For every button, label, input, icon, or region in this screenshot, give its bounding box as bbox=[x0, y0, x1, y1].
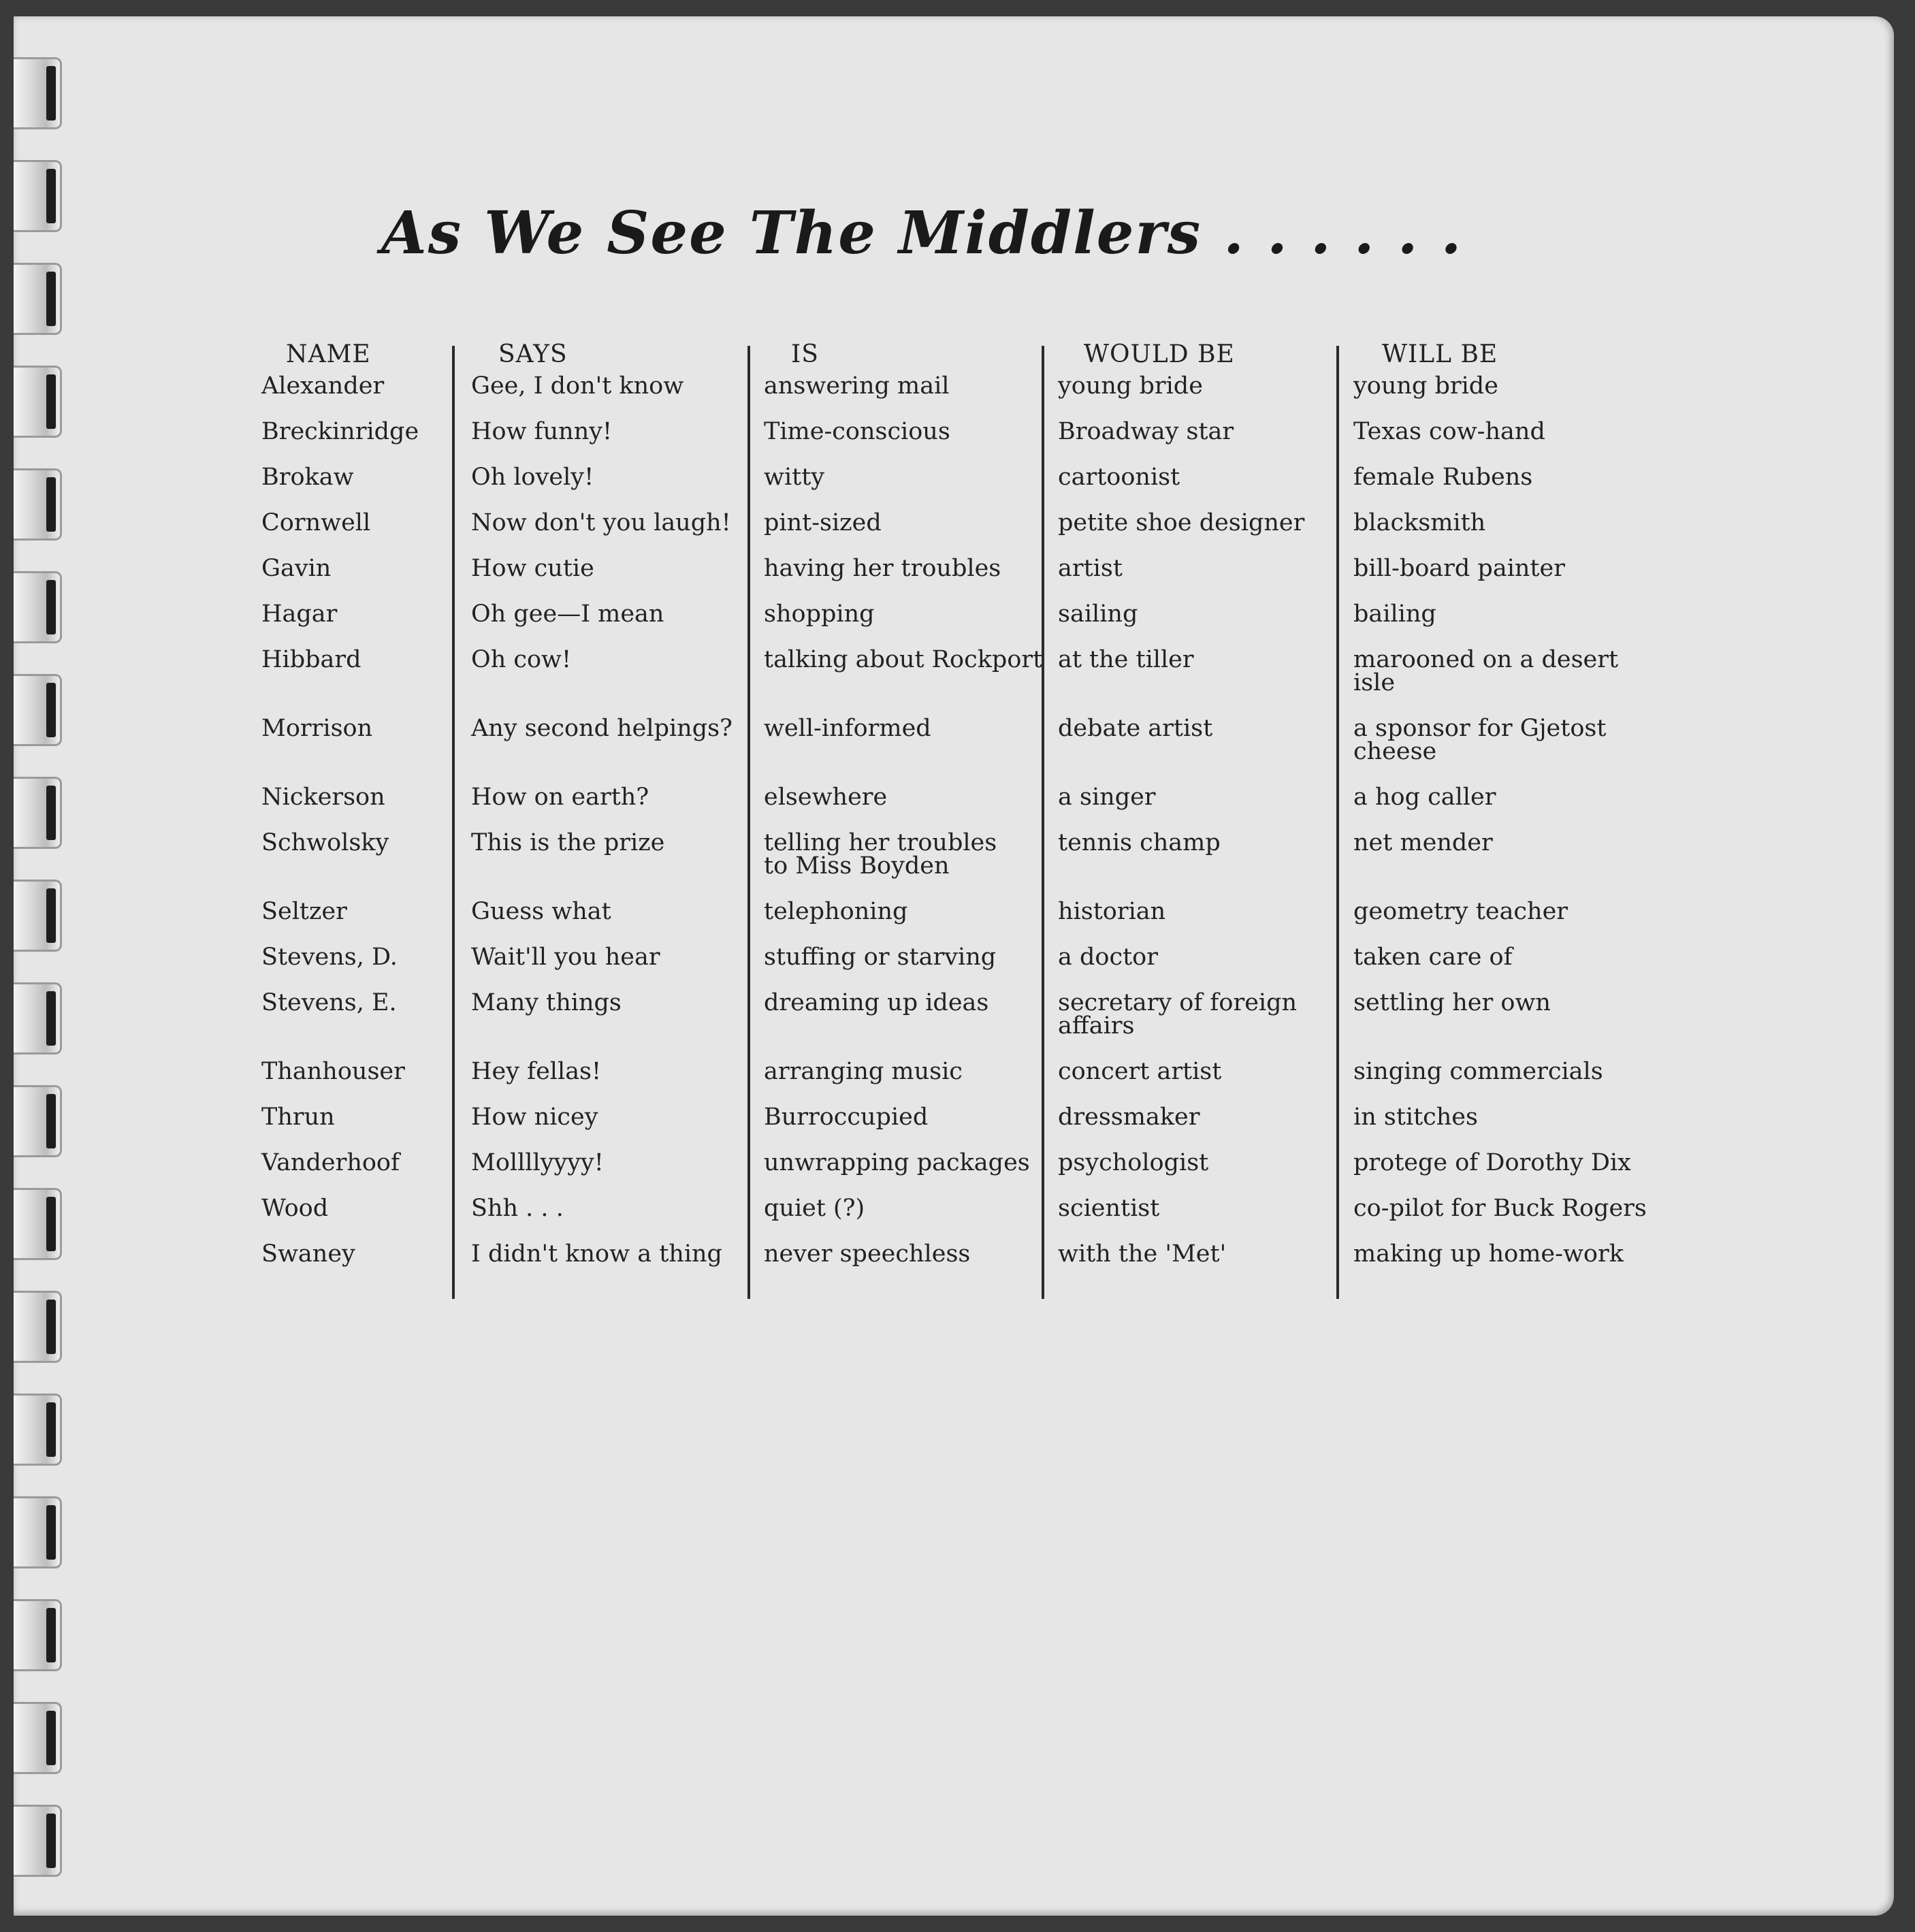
cell-text: young bride bbox=[1058, 372, 1203, 400]
binding-ring bbox=[14, 1188, 62, 1260]
cell-text: making up home-work bbox=[1353, 1240, 1624, 1268]
binding-ring bbox=[14, 571, 62, 643]
cell-text: Schwolsky bbox=[261, 829, 389, 856]
cell-would-be bbox=[1058, 900, 1165, 923]
cell-would-be bbox=[1058, 602, 1138, 626]
cell-would-be bbox=[1058, 989, 1298, 1040]
cell-text: dreaming up ideas bbox=[764, 989, 989, 1016]
cell-would-be bbox=[1058, 831, 1221, 854]
binding-ring bbox=[14, 982, 62, 1054]
cell-text: historian bbox=[1058, 898, 1166, 925]
cell-name bbox=[261, 717, 372, 740]
cell-says bbox=[471, 374, 683, 398]
cell-will-be bbox=[1353, 420, 1545, 443]
cell-would-be bbox=[1058, 946, 1158, 969]
cell-says bbox=[471, 900, 611, 923]
cell-text: a hog caller bbox=[1353, 784, 1496, 811]
cell-text: a sponsor for Gjetost bbox=[1353, 715, 1607, 742]
binding-ring bbox=[14, 1291, 62, 1363]
cell-text: Morrison bbox=[261, 715, 373, 742]
cell-text: bailing bbox=[1353, 600, 1436, 628]
cell-would-be bbox=[1058, 1197, 1159, 1220]
cell-says bbox=[471, 1242, 722, 1266]
cell-text: Stevens, D. bbox=[261, 944, 398, 971]
cell-text: psychologist bbox=[1058, 1149, 1209, 1176]
cell-text: a doctor bbox=[1058, 944, 1158, 971]
cell-text: Oh lovely! bbox=[471, 464, 594, 491]
binding-ring bbox=[14, 263, 62, 335]
cell-is bbox=[764, 1242, 970, 1266]
cell-will-be bbox=[1353, 557, 1565, 580]
cell-says bbox=[471, 420, 612, 443]
cell-text-continued: affairs bbox=[1058, 1012, 1135, 1040]
cell-name bbox=[261, 511, 370, 534]
cell-text: dressmaker bbox=[1058, 1104, 1200, 1131]
cell-is bbox=[764, 717, 931, 740]
cell-says bbox=[471, 602, 664, 626]
cell-would-be bbox=[1058, 648, 1194, 671]
cell-says bbox=[471, 1106, 598, 1129]
binding-ring bbox=[14, 777, 62, 849]
cell-text: never speechless bbox=[764, 1240, 971, 1268]
cell-would-be bbox=[1058, 786, 1156, 809]
cell-says bbox=[471, 991, 622, 1014]
cell-text: tennis champ bbox=[1058, 829, 1221, 856]
cell-will-be bbox=[1353, 374, 1498, 398]
cell-will-be bbox=[1353, 1106, 1478, 1129]
cell-text: well-informed bbox=[764, 715, 931, 742]
cell-is bbox=[764, 374, 949, 398]
cell-text: Burroccupied bbox=[764, 1104, 929, 1131]
spiral-binding bbox=[14, 44, 68, 1922]
cell-text: singing commercials bbox=[1353, 1058, 1603, 1085]
cell-would-be bbox=[1058, 1242, 1226, 1266]
cell-name bbox=[261, 1242, 355, 1266]
cell-will-be bbox=[1353, 1242, 1624, 1266]
cell-text: Vanderhoof bbox=[261, 1149, 400, 1176]
cell-says bbox=[471, 511, 731, 534]
cell-text: How funny! bbox=[471, 418, 613, 445]
cell-name bbox=[261, 1106, 335, 1129]
cell-says bbox=[471, 786, 649, 809]
cell-is bbox=[764, 946, 996, 969]
cell-is bbox=[764, 1060, 963, 1083]
binding-ring bbox=[14, 468, 62, 541]
cell-name bbox=[261, 1151, 400, 1174]
cell-text: Broadway star bbox=[1058, 418, 1234, 445]
cell-text: artist bbox=[1058, 555, 1123, 582]
cell-name bbox=[261, 946, 398, 969]
cell-text: talking about Rockport bbox=[764, 646, 1043, 673]
cell-will-be bbox=[1353, 602, 1436, 626]
cell-name bbox=[261, 648, 361, 671]
header-is: IS bbox=[791, 340, 819, 368]
cell-text: Texas cow-hand bbox=[1353, 418, 1545, 445]
column-divider bbox=[1336, 346, 1339, 1299]
cell-text: How on earth? bbox=[471, 784, 649, 811]
cell-text: marooned on a desert bbox=[1353, 646, 1619, 673]
cell-text: Hagar bbox=[261, 600, 338, 628]
cell-says bbox=[471, 1197, 564, 1220]
cell-text: net mender bbox=[1353, 829, 1493, 856]
cell-will-be bbox=[1353, 648, 1618, 694]
cell-will-be bbox=[1353, 946, 1513, 969]
cell-text: Time-conscious bbox=[764, 418, 950, 445]
cell-text: stuffing or starving bbox=[764, 944, 997, 971]
cell-text: telephoning bbox=[764, 898, 908, 925]
cell-text: Brokaw bbox=[261, 464, 354, 491]
cell-text: female Rubens bbox=[1353, 464, 1533, 491]
cell-text: Cornwell bbox=[261, 509, 371, 536]
cell-would-be bbox=[1058, 1106, 1200, 1129]
cell-name bbox=[261, 831, 389, 854]
cell-text: with the 'Met' bbox=[1058, 1240, 1227, 1268]
cell-text: scientist bbox=[1058, 1195, 1160, 1222]
cell-text: unwrapping packages bbox=[764, 1149, 1030, 1176]
cell-says bbox=[471, 648, 571, 671]
binding-ring bbox=[14, 160, 62, 232]
cell-text: Mollllyyyy! bbox=[471, 1149, 604, 1176]
cell-says bbox=[471, 1060, 601, 1083]
cell-text: arranging music bbox=[764, 1058, 963, 1085]
cell-will-be bbox=[1353, 466, 1532, 489]
cell-text: How nicey bbox=[471, 1104, 598, 1131]
cell-text: taken care of bbox=[1353, 944, 1513, 971]
cell-text: Gee, I don't know bbox=[471, 372, 684, 400]
cell-name bbox=[261, 557, 331, 580]
cell-text: Hey fellas! bbox=[471, 1058, 602, 1085]
cell-will-be bbox=[1353, 786, 1496, 809]
cell-text-continued: isle bbox=[1353, 669, 1396, 696]
binding-ring bbox=[14, 1496, 62, 1568]
binding-ring bbox=[14, 674, 62, 746]
cell-will-be bbox=[1353, 900, 1568, 923]
cell-is bbox=[764, 648, 1042, 671]
binding-ring bbox=[14, 1702, 62, 1774]
cell-text: This is the prize bbox=[471, 829, 665, 856]
cell-text: cartoonist bbox=[1058, 464, 1180, 491]
cell-text: pint-sized bbox=[764, 509, 882, 536]
binding-ring bbox=[14, 1085, 62, 1157]
binding-ring bbox=[14, 57, 62, 129]
cell-says bbox=[471, 466, 594, 489]
binding-ring bbox=[14, 366, 62, 438]
cell-text: protege of Dorothy Dix bbox=[1353, 1149, 1631, 1176]
cell-name bbox=[261, 374, 384, 398]
column-divider bbox=[747, 346, 750, 1299]
cell-text: petite shoe designer bbox=[1058, 509, 1305, 536]
cell-text-continued: cheese bbox=[1353, 738, 1437, 765]
cell-name bbox=[261, 1197, 328, 1220]
header-name: NAME bbox=[286, 340, 371, 368]
header-will-be: WILL BE bbox=[1382, 340, 1498, 368]
cell-name bbox=[261, 466, 354, 489]
cell-text: blacksmith bbox=[1353, 509, 1486, 536]
cell-text: Thanhouser bbox=[261, 1058, 405, 1085]
cell-text: at the tiller bbox=[1058, 646, 1194, 673]
cell-will-be bbox=[1353, 717, 1606, 763]
cell-text: Wood bbox=[261, 1195, 329, 1222]
cell-text: Guess what bbox=[471, 898, 611, 925]
cell-text: Alexander bbox=[261, 372, 385, 400]
cell-is bbox=[764, 900, 907, 923]
column-divider bbox=[1042, 346, 1044, 1299]
cell-text: concert artist bbox=[1058, 1058, 1222, 1085]
cell-text: Breckinridge bbox=[261, 418, 419, 445]
cell-text: young bride bbox=[1353, 372, 1498, 400]
cell-text: in stitches bbox=[1353, 1104, 1478, 1131]
cell-would-be bbox=[1058, 466, 1180, 489]
cell-would-be bbox=[1058, 1151, 1208, 1174]
cell-says bbox=[471, 557, 594, 580]
cell-says bbox=[471, 717, 733, 740]
cell-would-be bbox=[1058, 511, 1304, 534]
cell-is bbox=[764, 991, 988, 1014]
cell-text: co-pilot for Buck Rogers bbox=[1353, 1195, 1647, 1222]
cell-text: a singer bbox=[1058, 784, 1156, 811]
cell-text: quiet (?) bbox=[764, 1195, 865, 1222]
cell-will-be bbox=[1353, 1060, 1603, 1083]
header-would-be: WOULD BE bbox=[1084, 340, 1235, 368]
yearbook-page bbox=[14, 16, 1894, 1916]
cell-is bbox=[764, 511, 882, 534]
cell-would-be bbox=[1058, 374, 1203, 398]
cell-is bbox=[764, 1197, 865, 1220]
cell-says bbox=[471, 946, 660, 969]
cell-says bbox=[471, 831, 664, 854]
cell-text: debate artist bbox=[1058, 715, 1213, 742]
column-divider bbox=[452, 346, 455, 1299]
cell-will-be bbox=[1353, 1151, 1631, 1174]
cell-is bbox=[764, 466, 824, 489]
cell-text: telling her troubles bbox=[764, 829, 997, 856]
cell-text: witty bbox=[764, 464, 825, 491]
cell-is bbox=[764, 557, 1001, 580]
cell-text: having her troubles bbox=[764, 555, 1001, 582]
cell-is bbox=[764, 786, 887, 809]
cell-will-be bbox=[1353, 1197, 1647, 1220]
cell-text: Swaney bbox=[261, 1240, 355, 1268]
binding-ring bbox=[14, 880, 62, 952]
cell-name bbox=[261, 900, 347, 923]
cell-text: Gavin bbox=[261, 555, 332, 582]
cell-text: Nickerson bbox=[261, 784, 385, 811]
cell-text: Seltzer bbox=[261, 898, 347, 925]
cell-text: Shh . . . bbox=[471, 1195, 564, 1222]
cell-will-be bbox=[1353, 511, 1485, 534]
cell-text: geometry teacher bbox=[1353, 898, 1568, 925]
binding-ring bbox=[14, 1394, 62, 1466]
binding-ring bbox=[14, 1805, 62, 1877]
cell-is bbox=[764, 831, 997, 878]
cell-name bbox=[261, 602, 337, 626]
cell-text: Hibbard bbox=[261, 646, 361, 673]
cell-text: Thrun bbox=[261, 1104, 335, 1131]
cell-text-continued: to Miss Boyden bbox=[764, 852, 950, 880]
cell-text: elsewhere bbox=[764, 784, 888, 811]
cell-text: bill-board painter bbox=[1353, 555, 1565, 582]
cell-would-be bbox=[1058, 717, 1212, 740]
page-title: As We See The Middlers . . . . . . bbox=[381, 199, 1463, 268]
cell-name bbox=[261, 1060, 405, 1083]
cell-is bbox=[764, 1106, 928, 1129]
cell-is bbox=[764, 420, 950, 443]
cell-name bbox=[261, 786, 385, 809]
cell-text: settling her own bbox=[1353, 989, 1551, 1016]
cell-is bbox=[764, 602, 875, 626]
cell-is bbox=[764, 1151, 1030, 1174]
cell-will-be bbox=[1353, 991, 1551, 1014]
cell-would-be bbox=[1058, 557, 1123, 580]
cell-will-be bbox=[1353, 831, 1493, 854]
cell-name bbox=[261, 420, 419, 443]
header-says: SAYS bbox=[498, 340, 568, 368]
cell-text: Stevens, E. bbox=[261, 989, 397, 1016]
cell-text: answering mail bbox=[764, 372, 950, 400]
cell-text: I didn't know a thing bbox=[471, 1240, 722, 1268]
cell-text: Now don't you laugh! bbox=[471, 509, 731, 536]
cell-text: Oh gee—I mean bbox=[471, 600, 664, 628]
cell-says bbox=[471, 1151, 604, 1174]
cell-text: Oh cow! bbox=[471, 646, 572, 673]
cell-text: shopping bbox=[764, 600, 875, 628]
cell-text: Wait'll you hear bbox=[471, 944, 660, 971]
cell-text: Many things bbox=[471, 989, 622, 1016]
cell-text: sailing bbox=[1058, 600, 1138, 628]
binding-ring bbox=[14, 1599, 62, 1671]
cell-would-be bbox=[1058, 1060, 1221, 1083]
cell-text: Any second helpings? bbox=[471, 715, 733, 742]
cell-text: secretary of foreign bbox=[1058, 989, 1298, 1016]
cell-text: How cutie bbox=[471, 555, 594, 582]
cell-would-be bbox=[1058, 420, 1234, 443]
cell-name bbox=[261, 991, 397, 1014]
